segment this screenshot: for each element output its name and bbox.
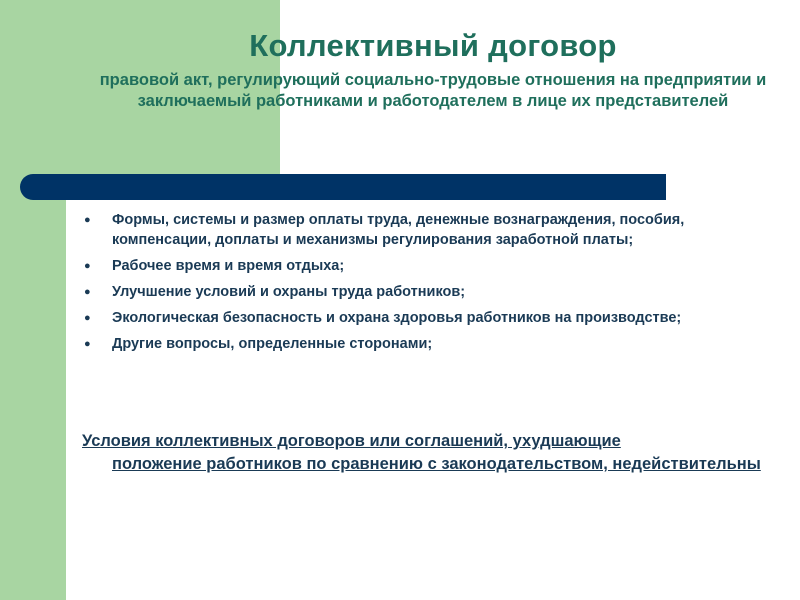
conclusion-text — [82, 430, 762, 476]
list-item — [82, 256, 762, 276]
title-area — [66, 0, 800, 170]
slide-title: Коллективный договор — [249, 28, 617, 63]
list-item-text: Формы, системы и размер оплаты труда, денежные вознаграждения, пособия, компенсации, доплаты и механизмы регулирования заработной платы; — [112, 212, 685, 248]
conclusion-rest: положение работников по сравнению с законодательством, недействительны — [112, 455, 761, 473]
bullet-icon: ● — [84, 338, 91, 350]
conclusion-line-1: Условия коллективных договоров или соглашений, ухудшающие — [82, 432, 621, 450]
list-item-text: Рабочее время и время отдыха; — [112, 258, 345, 274]
list-item — [82, 210, 762, 250]
bullet-icon: ● — [84, 312, 91, 324]
list-item — [82, 308, 762, 328]
list-item — [82, 334, 762, 354]
list-item-text: Другие вопросы, определенные сторонами; — [112, 336, 433, 352]
bullet-icon: ● — [84, 214, 91, 226]
divider-bar — [20, 174, 666, 200]
list-item-text: Улучшение условий и охраны труда работников; — [112, 284, 466, 300]
list-item-text: Экологическая безопасность и охрана здоровья работников на производстве; — [112, 310, 682, 326]
list-item — [82, 282, 762, 302]
bullet-icon: ● — [84, 260, 91, 272]
bullet-list — [82, 210, 762, 360]
slide-subtitle: правовой акт, регулирующий социально-трудовые отношения на предприятии и заключаемый работниками и работодателем в лице их представителей — [99, 71, 767, 110]
bullet-icon: ● — [84, 286, 91, 298]
